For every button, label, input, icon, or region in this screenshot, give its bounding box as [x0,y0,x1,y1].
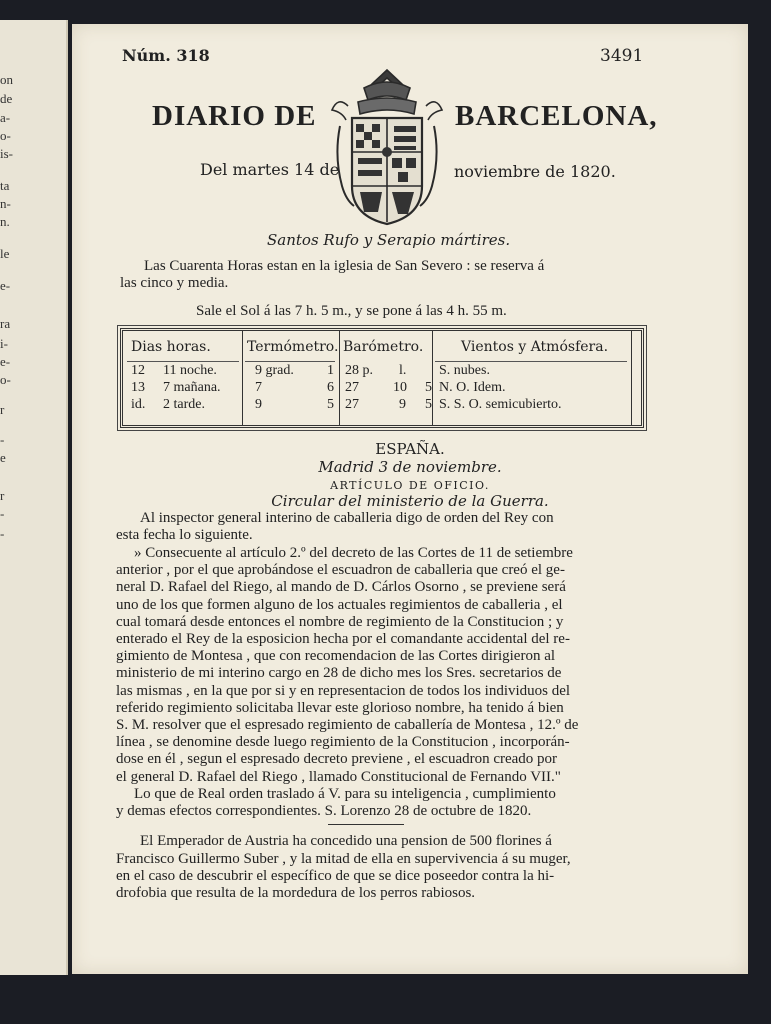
article-line: gimiento de Montesa , que con recomendacion de las Cortes dirigieron al [116,648,556,664]
cell-barometro: 27 [345,397,359,412]
left-page-fragment [0,20,68,975]
cell-termometro: 9 grad. [255,363,294,378]
header-rule [245,361,335,362]
left-fragment-text: n. [0,214,10,229]
cell-termometro-frac: 5 [327,397,334,412]
cell-hora: 2 tarde. [163,397,205,412]
weather-table [120,328,644,428]
article-line: el general D. Rafael del Riego , llamado Constitucional de Fernando VII." [116,769,561,785]
cell-barometro-lines: 10 [393,380,407,395]
article-subtitle: Circular del ministerio de la Guerra. [271,492,549,510]
cell-barometro: 27 [345,380,359,395]
header-termometro: Termómetro. [247,339,339,355]
cell-termometro-frac: 6 [327,380,334,395]
left-fragment-text: ta [0,178,10,193]
left-fragment-text: r [0,402,5,417]
cell-barometro-points: 5 [425,380,432,395]
article-line: Al inspector general interino de caballeria digo de orden del Rey con [140,510,554,526]
article-kind: ARTÍCULO DE OFICIO. [330,479,490,492]
article-line: esta fecha lo siguiente. [116,527,253,543]
article-line: las mismas , en la que por si y en representacion de todos los individuos del [116,683,571,699]
table-column-divider [242,331,243,425]
left-fragment-text: o- [0,372,11,387]
masthead-title-left: DIARIO DE [152,100,317,132]
left-fragment-text: o- [0,128,11,143]
issue-date-left: Del martes 14 de [200,160,340,179]
left-fragment-text: is- [0,146,13,161]
left-fragment-text: a- [0,110,11,125]
article-line: referido regimiento solicitaba llevar este glorioso nombre, ha tenido á bien [116,700,564,716]
article-line: y demas efectos correspondientes. S. Lorenzo 28 de octubre de 1820. [116,803,532,819]
left-fragment-text: ra [0,316,11,331]
issue-date-right: noviembre de 1820. [454,162,616,181]
news-line: Francisco Guillermo Suber , y la mitad de ella en supervivencia á su muger, [116,851,571,867]
cell-barometro-lines: l. [399,363,407,378]
cell-termometro: 7 [255,380,262,395]
left-fragment-text: - [0,432,5,447]
news-line: El Emperador de Austria ha concedido una pension de 500 florines á [140,833,552,849]
article-line: dose en él , segun el espresado decreto previene , el escuadron creado por [116,751,558,767]
article-line: ministerio de mi interino cargo en 28 de dicho mes los Sres. secretarios de [116,665,562,681]
header-dias-horas: Dias horas. [131,339,211,355]
left-fragment-text: r [0,488,5,503]
saints-of-day: Santos Rufo y Serapio mártires. [267,231,511,249]
dateline: Madrid 3 de noviembre. [318,458,502,476]
cell-dia: 13 [131,380,145,395]
left-fragment-text: e- [0,354,11,369]
table-column-divider [631,331,632,425]
header-rule [435,361,627,362]
header-barometro: Barómetro. [343,339,424,355]
masthead-title-right: BARCELONA, [455,100,658,132]
left-fragment-text: i- [0,336,8,351]
news-line: en el caso de descubrir el específico de que se dice poseedor contra la hi- [116,868,555,884]
cell-termometro-frac: 1 [327,363,334,378]
left-fragment-text: - [0,506,5,521]
article-line: » Consecuente al artículo 2.º del decreto de las Cortes de 11 de setiembre [134,545,573,561]
cell-barometro-lines: 9 [399,397,406,412]
left-fragment-text: le [0,246,10,261]
coat-of-arms-icon [328,66,446,228]
left-fragment-text: on [0,72,13,87]
article-line: uno de los que formen alguno de los actuales regimientos de caballeria , el [116,597,563,613]
left-fragment-text: - [0,526,5,541]
article-line: enterado el Rey de la esposicion hecha por el comandante accidental del re- [116,631,570,647]
cell-hora: 7 mañana. [163,380,221,395]
header-rule [127,361,239,362]
cell-barometro: 28 p. [345,363,373,378]
cell-barometro-points: 5 [425,397,432,412]
table-column-divider [339,331,340,425]
cell-hora: 11 noche. [163,363,217,378]
sunrise-sunset-notice: Sale el Sol á las 7 h. 5 m., y se pone á las 4 h. 55 m. [196,303,507,319]
left-fragment-text: n- [0,196,11,211]
left-fragment-text: e [0,450,6,465]
cuarenta-horas-notice-cont: las cinco y media. [120,275,229,291]
article-line: neral D. Rafael del Riego, al mando de D. Cárlos Osorno , se previene será [116,579,566,595]
cell-vientos: S. S. O. semicubierto. [439,397,562,412]
news-line: drofobia que resulta de la mordedura de los perros rabiosos. [116,885,476,901]
article-line: cual tomará desde entonces el nombre de regimiento de la Constitucion ; y [116,614,564,630]
cell-dia: id. [131,397,146,412]
article-line: línea , se denomine desde luego regimiento de la Constitucion , incorporán- [116,734,570,750]
cell-vientos: N. O. Idem. [439,380,506,395]
newspaper-page [72,24,748,974]
cuarenta-horas-notice: Las Cuarenta Horas estan en la iglesia de San Severo : se reserva á [144,258,545,274]
cell-dia: 12 [131,363,145,378]
article-line: anterior , por el que aprobándose el escuadron de caballeria que creó el ge- [116,562,565,578]
cell-termometro: 9 [255,397,262,412]
table-column-divider [432,331,433,425]
left-fragment-text: de [0,91,13,106]
article-line: S. M. resolver que el espresado regimiento de caballería de Montesa , 12.º de [116,717,579,733]
header-vientos: Vientos y Atmósfera. [461,339,609,355]
article-line: Lo que de Real orden traslado á V. para su inteligencia , cumplimiento [134,786,556,802]
issue-number: Núm. 318 [122,46,210,65]
page-number: 3491 [600,46,644,66]
left-fragment-text: e- [0,278,11,293]
separator-rule [328,824,404,825]
cell-vientos: S. nubes. [439,363,490,378]
section-heading: ESPAÑA. [375,440,445,458]
